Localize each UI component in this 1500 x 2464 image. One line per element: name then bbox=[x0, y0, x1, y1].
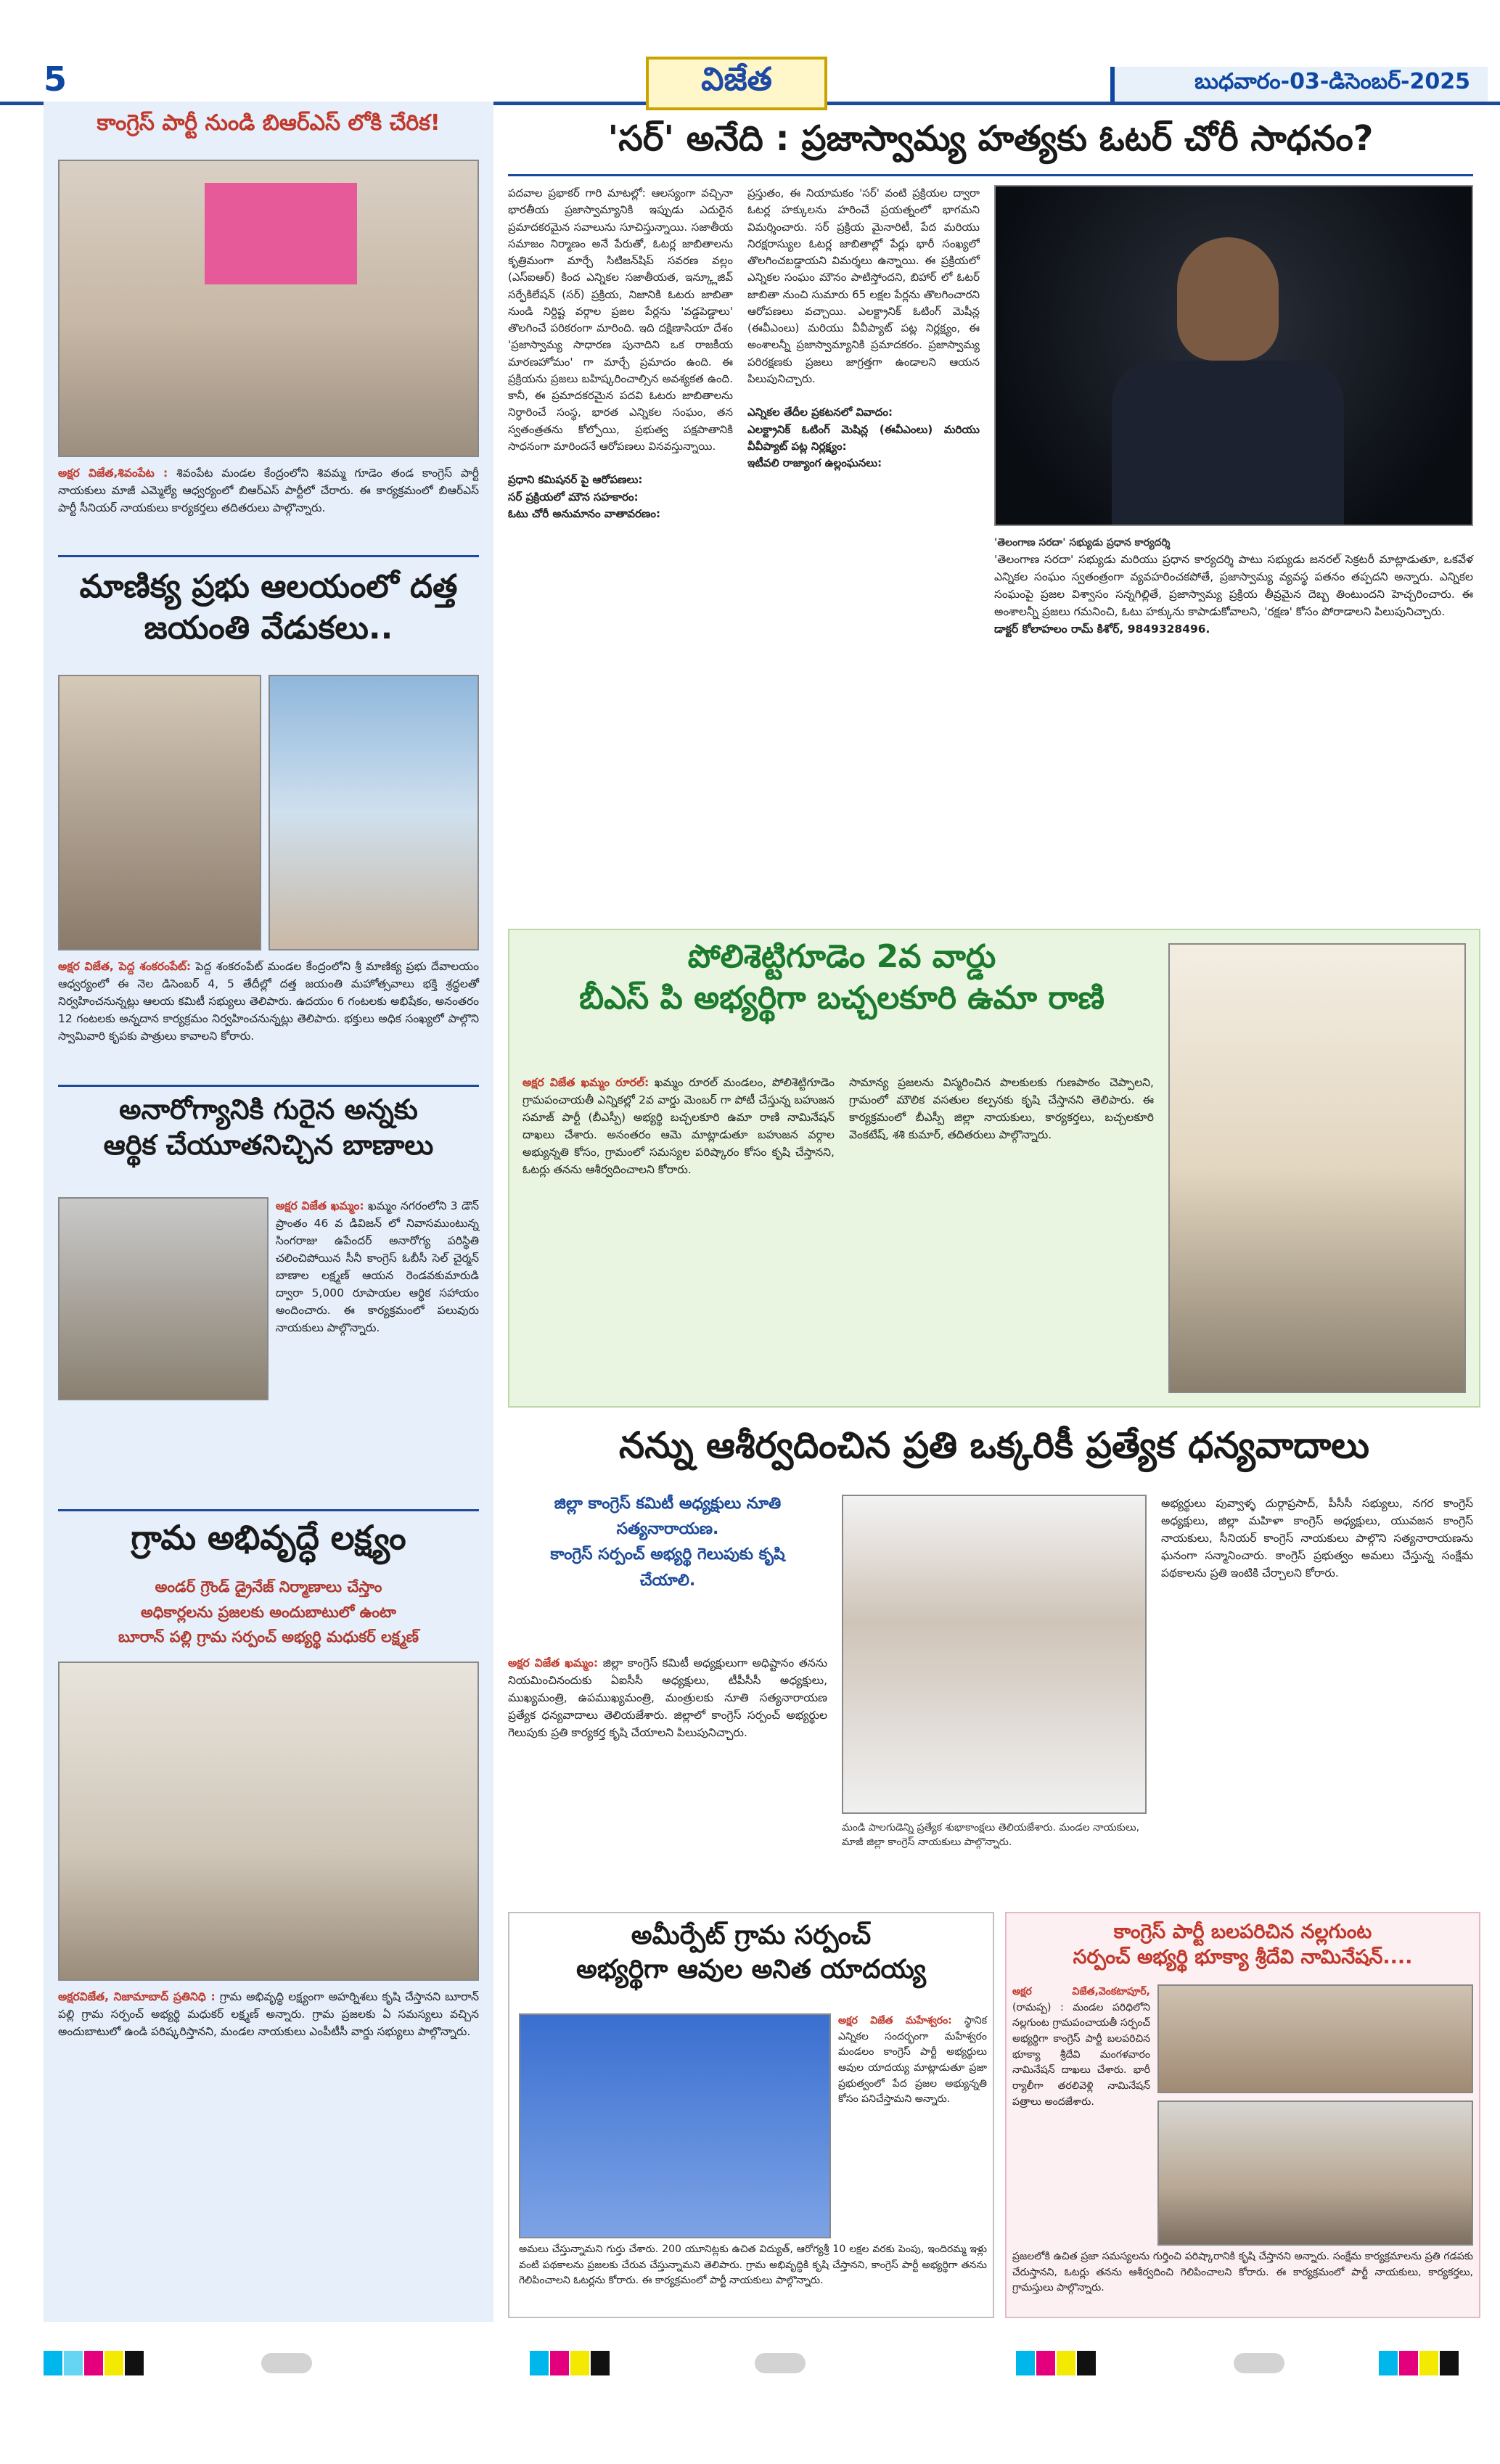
main-col1: పదవాల ప్రభాకర్ గారి మాటల్లో: ఆలస్యంగా వచ్చినా భారతీయ ప్రజాస్వామ్యానికి ఇప్పుడు ఎదురైన ప్రమాదకరమైన సవాలును సూచిస్తున్నాయి. సజాతీయ సమాజం నిర్మాణం అనే పేరుతో, ఓటర్ల జాబితాలను కృత్రిమంగా మార్చే సిటిజన్‌షిప్ సవరణ వల్లం (ఎస్ఐఆర్) కింద ఎన్నికల సజాతీయత, ఇన్క్లూజివ్ సర్ఫేకిలేషన్ (సర్) ప్రక్రియ, నిజానికి ఓటరు జాబితా నుండి నిర్దిష్ట వర్గాల ప్రజల పేర్లను 'వడ్డపెడ్డాలు' తొలగించే పరికరంగా మారింది. ఇది దక్షిణాసియా దేశం 'ప్రజాస్వామ్య సాధారణ పునాదిని ఒక రాజకీయ మారణహోమం' గా మార్చే ప్రమాదం ఉంది. ఈ ప్రక్రియను ప్రజలు బహిష్కరించాల్సిన అవశ్యకత ఉంది. కానీ, ఈ ప్రమాదకరమైన పదవి ఓటరు జాబితాలను నిర్ధారించే సంస్థ, భారత ఎన్నికల సంఘం, తన స్వతంత్రతను కోల్పోయి, ప్రభుత్వ పక్షపాతానికి సాధనంగా మారిందనే ఆరోపణలు వినవస్తున్నాయి. ప్రధాని కమిషనర్ పై ఆరోపణలు: సర్ ప్రక్రియలో మౌన సహకారం: ఓటు చోరీ అనుమానం వాతావరణం: bbox=[508, 186, 733, 520]
speaker-face-graphic bbox=[1177, 237, 1279, 361]
thanks-title: నన్ను ఆశీర్వదించిన ప్రతి ఒక్కరికీ ప్రత్యేక ధన్యవాదాలు bbox=[619, 1424, 1369, 1466]
registration-mark bbox=[261, 2353, 312, 2373]
registration-colorbar bbox=[44, 2351, 145, 2378]
main-col3: 'తెలంగాణ సరదా' సభ్యుడు ప్రధాన కార్యదర్శి 'తెలంగాణ సరదా' సభ్యుడు మరియు ప్రధాన కార్యదర్శి పాటు సభ్యుడు జనరల్ సెక్రటరీ మాట్లాడుతూ, ఒకవేళ ఎన్నికల సంఘం స్వతంత్రంగా వ్యవహరించకపోతే, ప్రజాస్వామ్య వ్యవస్థ పతనం తప్పదని అన్నారు. ఎన్నికల సంఘంపై ప్రజల విశ్వాసం సన్నగిల్లితే, ప్రజాస్వామ్య ప్రక్రియ తీవ్రమైన దెబ్బ తింటుందని హెచ్చరించారు. ఈ అంశాలన్నీ ప్రజలు గమనించి, ఓటు హక్కును కాపాడుకోవాలని, 'రక్షణ' కోసం పోరాడాలని పిలుపునిచ్చారు. డాక్టర్ కోలాహలం రామ్ కిశోర్, 9849328496. bbox=[994, 537, 1473, 636]
story3-title: అనారోగ్యానికి గురైన అన్నకు ఆర్థిక చేయూతనిచ్చిన బాణాలు bbox=[103, 1093, 434, 1162]
banner-col1: అక్షర విజేత ఖమ్మం రూరల్: ఖమ్మం రూరల్ మండలం, పోలిశెట్టిగూడెం గ్రామపంచాయతీ ఎన్నికల్లో 2వ వార్డు మెంబర్ గా పోటీ చేస్తున్న బహుజన సమాజ్ పార్టీ (బీఎస్పీ) అభ్యర్థి బచ్చలకూరి ఉమా రాణి నామినేషన్ దాఖలు చేశారు. అనంతరం ఆమె మాట్లాడుతూ బహుజన వర్గాల అభ్యున్నతి కోసం, గ్రామంలో సమస్యల పరిష్కారం కోసం కృషి చేస్తానని, ఓటర్లు తనను ఆశీర్వదించాలని కోరారు. bbox=[522, 1076, 835, 1177]
story2-body: అక్షర విజేత, పెద్ద శంకరంపేట్: పెద్ద శంకరంపేట్ మండల కేంద్రంలోని శ్రీ మాణిక్య ప్రభు దేవాలయం ఆధ్వర్యంలో ఈ నెల డిసెంబర్ 4, 5 తేదీల్లో దత్త జయంతి మహోత్సవాలు భక్తి శ్రద్ధలతో నిర్వహించనున్నట్లు ఆలయ కమిటీ సభ్యులు తెలిపారు. ఉదయం 6 గంటలకు అభిషేకం, అనంతరం 12 గంటలకు అన్నదాన కార్యక్రమం నిర్వహించనున్నట్లు తెలిపారు. భక్తులు అధిక సంఖ్యలో పాల్గొని స్వామివారి కృపకు పాత్రులు కావాలని కోరారు. bbox=[58, 960, 479, 1043]
story1-title: కాంగ్రెస్ పార్టీ నుండి బిఆర్ఎస్ లోకి చేరిక! bbox=[97, 110, 440, 136]
temple-exterior-photo bbox=[269, 675, 479, 950]
box-b-side: అక్షర విజేత,వెంకటాపూర్, (రామప్ప) : మండల పరిధిలోని నల్లగుంట గ్రామపంచాయతీ సర్పంచ్ అభ్యర్థిగా కాంగ్రెస్ పార్టీ బలపరిచిన భూక్యా శ్రీదేవి మంగళవారం నామినేషన్ దాఖలు చేశారు. భారీ ర్యాలీగా తరలివెళ్లి నామినేషన్ పత్రాలు అందజేశారు. bbox=[1012, 1986, 1150, 2108]
story4-body: అక్షరవిజేత, నిజామాబాద్ ప్రతినిధి : గ్రామ అభివృద్ధి లక్ష్యంగా అహర్నిశలు కృషి చేస్తానని బూరాన్ పల్లి గ్రామ సర్పంచ్ అభ్యర్థి మధుకర్ లక్ష్మణ్ అన్నారు. గ్రామ ప్రజలకు ఏ సమస్యలు వచ్చిన అందుబాటులో ఉండి పరిష్కరిస్తానని, మండల నాయకులు ఎంపీటీసీ వార్డు సభ్యులు పాల్గొన్నారు. bbox=[58, 1990, 480, 2039]
thanks-subheads: జిల్లా కాంగ్రెస్ కమిటీ అధ్యక్షులు నూతి సత్యనారాయణ. కాంగ్రెస్ సర్పంచ్ అభ్యర్థి గెలుపుకు కృషి చేయాలి. bbox=[550, 1495, 785, 1590]
thanks-photo bbox=[842, 1495, 1147, 1814]
story2-title: మాణిక్య ప్రభు ఆలయంలో దత్త జయంతి వేడుకలు.. bbox=[79, 568, 458, 647]
banner-col2: సామాన్య ప్రజలను విస్మరించిన పాలకులకు గుణపాఠం చెప్పాలని, గ్రామంలో మౌలిక వసతుల కల్పనకు కృషి చేస్తానని తెలిపారు. ఈ కార్యక్రమంలో బీఎస్పీ జిల్లా నాయకులు, కార్యకర్తలు, బచ్చలకూరి వెంకటేష్, శశి కుమార్, తదితరులు పాల్గొన్నారు. bbox=[849, 1076, 1154, 1142]
box-a-photo bbox=[519, 2013, 831, 2238]
title-rule bbox=[508, 174, 1473, 176]
box-b-body: ప్రజలలోకి ఉచిత ప్రజా సమస్యలను గుర్తించి పరిష్కారానికి కృషి చేస్తానని అన్నారు. సంక్షేమ కార్యక్రమాలను ప్రతి గడపకు చేరుస్తానని, ఓటర్లు తనను ఆశీర్వదించి గెలిపించాలని కోరారు. ఈ కార్యక్రమంలో పార్టీ నాయకులు, కార్యకర్తలు, గ్రామస్తులు పాల్గొన్నారు. bbox=[1012, 2251, 1473, 2294]
box-a-side: అక్షర విజేత మహేశ్వరం: స్థానిక ఎన్నికల సందర్భంగా మహేశ్వరం మండలం కాంగ్రెస్ పార్టీ అభ్యర్థులు ఆవుల యాదయ్య మాట్లాడుతూ ప్రజా ప్రభుత్వంలో పేద ప్రజల అభ్యున్నతి కోసం పనిచేస్తామని అన్నారు. bbox=[838, 2015, 988, 2106]
box-b-photo-1 bbox=[1157, 1984, 1473, 2093]
story4-subheads: అండర్ గ్రౌండ్ డ్రైనేజ్ నిర్మాణాలు చేస్తాం అధికార్లలను ప్రజలకు అందుబాటులో ఉంటా బూరాన్ పల్లి గ్రామ సర్పంచ్ అభ్యర్థి మధుకర్ లక్ష్మణ్ bbox=[118, 1578, 419, 1646]
banner-photo bbox=[1168, 943, 1466, 1393]
box-a-title: అమీర్పేట్ గ్రామ సర్పంచ్ అభ్యర్థిగా ఆవుల అనిత యాదయ్య bbox=[576, 1921, 926, 1984]
story4-title: గ్రామ అభివృద్ధే లక్ష్యం bbox=[131, 1518, 406, 1557]
story3-body-right: అక్షర విజేత ఖమ్మం: ఖమ్మం నగరంలోని 3 డౌన్ ప్రాంతం 46 వ డివిజన్ లో నివాసముంటున్న సింగరాజు ఉపేందర్ అనారోగ్య పరిస్థితి చలించిపోయిన సీనీ కాంగ్రెస్ ఓబీసీ సెల్ చైర్మన్ బాణాల లక్ష్మణ్ ఆయన రెండవకుమారుడి ద్వారా 5,000 రూపాయల ఆర్థిక సహాయం అందించారు. ఈ కార్యక్రమంలో పలువురు నాయకులు పాల్గొన్నారు. bbox=[276, 1199, 479, 1335]
story4-photo bbox=[58, 1662, 479, 1981]
banner-title: పోలిశెట్టిగూడెం 2వ వార్డు బీఎస్ పి అభ్యర్థిగా బచ్చలకూరి ఉమా రాణి bbox=[579, 938, 1104, 1017]
story3-photo bbox=[58, 1197, 269, 1400]
party-banner-graphic bbox=[205, 183, 357, 284]
main-col2: ప్రస్తుతం, ఈ నియామకం 'సర్' వంటి ప్రక్రియల ద్వారా ఓటర్ల హక్కులను హరించే ప్రయత్నంలో భాగమని విమర్శించారు. సర్ ప్రక్రియ మైనారిటీ, పేద మరియు నిరక్షరాస్యుల ఓటర్ల జాబితాల్లో పేర్లు భారీ సంఖ్యలో తొలగించబడ్డాయని విమర్శలు ఉన్నాయి. ఈ ప్రక్రియలో ఎన్నికల సంఘం మౌనం పాటిస్తోందని, బిహార్ లో ఓటర్ జాబితా నుంచి సుమారు 65 లక్షల పేర్లను తొలగించారని ఆరోపణలు వచ్చాయి. ఎలక్ట్రానిక్ ఓటింగ్ మెషీన్ల (ఈవీఎంలు) మరియు వీవీప్యాట్ పట్ల నిర్లక్ష్యం, ఈ అంశాలన్నీ ప్రజాస్వామ్యానికి ప్రమాదకరం. ప్రజాస్వామ్య పరిరక్షణకు ప్రజలు జాగ్రత్తగా ఉండాలని ఆయన పిలుపునిచ్చారు. ఎన్నికల తేదీల ప్రకటనలో వివాదం: ఎలక్ట్రానిక్ ఓటింగ్ మెషిన్ల (ఈవీఎంలు) మరియు వీవీప్యాట్ పట్ల నిర్లక్ష్యం: ఇటీవలి రాజ్యాంగ ఉల్లంఘనలు: bbox=[747, 186, 980, 469]
registration-mark bbox=[1234, 2353, 1284, 2373]
speaker-photo bbox=[994, 185, 1473, 526]
box-a-body: అమలు చేస్తున్నామని గుర్తు చేశారు. 200 యూనిట్లకు ఉచిత విద్యుత్, ఆరోగ్యశ్రీ 10 లక్షల వరకు పెంపు, ఇందిరమ్మ ఇళ్లు వంటి పథకాలను ప్రజలకు చేరువ చేస్తున్నామని తెలిపారు. గ్రామ అభివృద్ధికి కృషి చేస్తానని, కాంగ్రెస్ పార్టీ అభ్యర్థిగా తనను గెలిపించాలని ఓటర్లను కోరారు. ఈ కార్యక్రమంలో పార్టీ నాయకులు పాల్గొన్నారు. bbox=[519, 2243, 987, 2287]
page-number: 5 bbox=[44, 59, 67, 99]
story1-photo bbox=[58, 160, 479, 457]
page-header bbox=[0, 0, 1500, 102]
temple-interior-photo bbox=[58, 675, 261, 950]
registration-colorbar bbox=[530, 2351, 611, 2378]
thanks-caption: మండి పాలగుడెన్ని ప్రత్యేక శుభాకాంక్షలు తెలియజేశారు. మండల నాయకులు, మాజీ జిల్లా కాంగ్రెస్ నాయకులు పాల్గొన్నారు. bbox=[842, 1822, 1140, 1848]
thanks-col3: అభ్యర్థులు పువ్వాళ్ళ దుర్గాప్రసాద్, పీసీసీ సభ్యులు, నగర కాంగ్రెస్ అధ్యక్షులు, జిల్లా మహిళా కాంగ్రెస్ అధ్యక్షులు, యువజన కాంగ్రెస్ నాయకులు, సీనియర్ కాంగ్రెస్ నాయకులు పాల్గొని సత్యనారాయణను ఘనంగా సన్మానించారు. కాంగ్రెస్ ప్రభుత్వం అమలు చేస్తున్న సంక్షేమ పథకాలను ప్రతి ఇంటికి చేర్చాలని కోరారు. bbox=[1161, 1497, 1473, 1580]
thanks-col1: అక్షర విజేత ఖమ్మం: జిల్లా కాంగ్రెస్ కమిటీ అధ్యక్షులుగా అధిష్టానం తనను నియమించినందుకు ఏఐసీసీ అధ్యక్షులు, టీపీసీసీ అధ్యక్షులు, ముఖ్యమంత్రి, ఉపముఖ్యమంత్రి, మంత్రులకు నూతి సత్యనారాయణ ప్రత్యేక ధన్యవాదాలు తెలియజేశారు. జిల్లాలో కాంగ్రెస్ సర్పంచ్ అభ్యర్థుల గెలుపుకు ప్రతి కార్యకర్త కృషి చేయాలని పిలుపునిచ్చారు. bbox=[508, 1656, 827, 1740]
registration-colorbar bbox=[1016, 2351, 1097, 2378]
story1-body: అక్షర విజేత,శివంపేట : శివంపేట మండల కేంద్రంలోని శివమ్మ గూడెం తండ కాంగ్రెస్ పార్టీ నాయకులు మాజీ ఎమ్మెల్యే ఆధ్వర్యంలో బిఆర్ఎస్ పార్టీలో చేరారు. ఈ కార్యక్రమంలో బిఆర్ఎస్ పార్టీ సీనియర్ నాయకులు కార్యకర్తలు తదితరులు పాల్గొన్నారు. bbox=[58, 467, 479, 515]
main-article-title: 'సర్' అనేది : ప్రజాస్వామ్య హత్యకు ఓటర్ చోరీ సాధనం? bbox=[607, 118, 1374, 159]
registration-mark bbox=[755, 2353, 806, 2373]
divider bbox=[58, 555, 479, 557]
masthead-logo: విజేత bbox=[646, 57, 827, 110]
date-band: బుధవారం-03-డిసెంబర్-2025 bbox=[1110, 67, 1488, 102]
box-b-title: కాంగ్రెస్ పార్టీ బలపరిచిన నల్లగుంట సర్పంచ్ అభ్యర్థి భూక్యా శ్రీదేవి నామినేషన్.... bbox=[1073, 1921, 1413, 1969]
box-b-photo-2 bbox=[1157, 2100, 1473, 2246]
speaker-suit-graphic bbox=[1112, 361, 1344, 526]
divider bbox=[58, 1085, 479, 1087]
divider bbox=[58, 1509, 479, 1511]
registration-colorbar bbox=[1379, 2351, 1460, 2378]
